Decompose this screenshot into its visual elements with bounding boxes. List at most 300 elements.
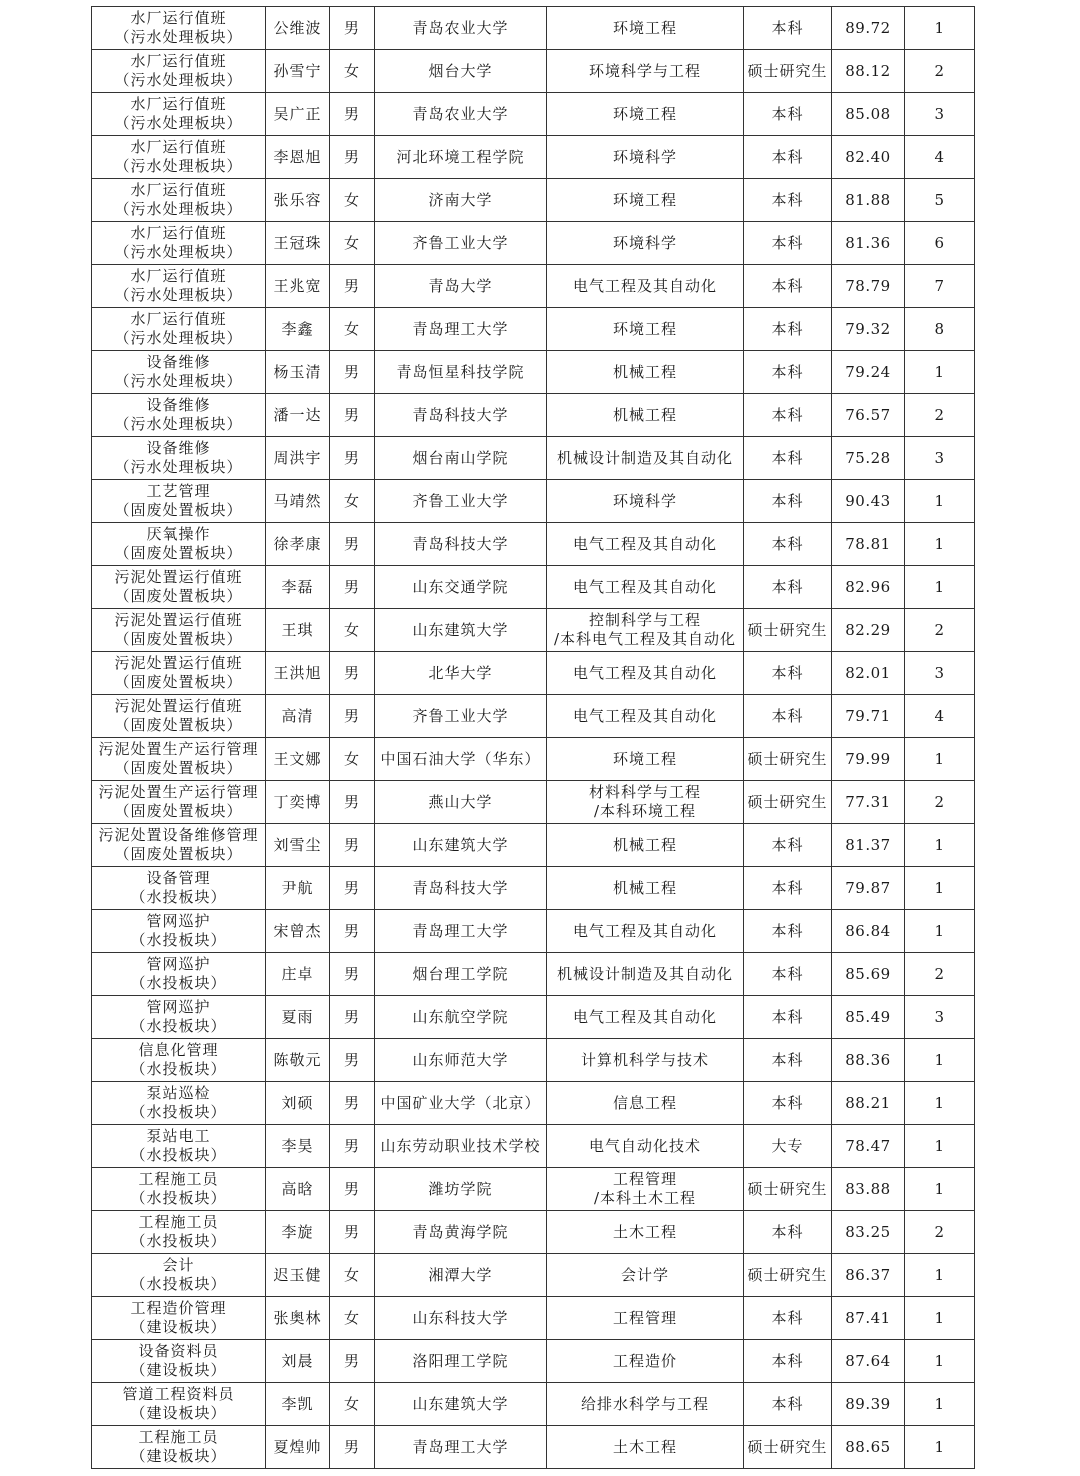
candidate-major: 给排水科学与工程 bbox=[580, 1394, 709, 1413]
candidate-rank: 3 bbox=[934, 663, 945, 682]
sex-cell bbox=[330, 566, 375, 609]
candidate-rank: 1 bbox=[934, 18, 945, 37]
position-cell bbox=[92, 1082, 266, 1125]
candidate-education: 本科 bbox=[771, 1093, 804, 1112]
candidate-score: 82.01 bbox=[845, 663, 891, 682]
name-cell bbox=[266, 1426, 330, 1469]
candidate-rank: 1 bbox=[934, 577, 945, 596]
sex-cell bbox=[330, 824, 375, 867]
candidate-score: 81.88 bbox=[845, 190, 891, 209]
name-cell bbox=[266, 394, 330, 437]
education-cell bbox=[744, 1254, 832, 1297]
candidate-school: 山东科技大学 bbox=[412, 1308, 509, 1327]
candidate-name: 李恩旭 bbox=[273, 147, 322, 166]
school-cell bbox=[375, 1125, 547, 1168]
education-cell bbox=[744, 50, 832, 93]
major-cell bbox=[547, 781, 744, 824]
position-sector: （建设板块） bbox=[130, 1318, 227, 1336]
candidate-name: 李凯 bbox=[281, 1394, 314, 1413]
school-cell bbox=[375, 7, 547, 50]
name-cell bbox=[266, 265, 330, 308]
candidate-score: 77.31 bbox=[845, 792, 891, 811]
candidate-education: 硕士研究生 bbox=[747, 749, 828, 768]
candidate-major: 材料科学与工程 bbox=[588, 783, 701, 801]
school-cell bbox=[375, 1383, 547, 1426]
position-cell bbox=[92, 1383, 266, 1426]
school-cell bbox=[375, 910, 547, 953]
position-cell bbox=[92, 1211, 266, 1254]
candidate-school: 青岛科技大学 bbox=[412, 405, 509, 424]
name-cell bbox=[266, 222, 330, 265]
rank-cell bbox=[905, 824, 975, 867]
sex-cell bbox=[330, 523, 375, 566]
candidate-major: 机械工程 bbox=[612, 362, 677, 381]
position-sector: （固废处置板块） bbox=[114, 759, 243, 777]
position-sector: （固废处置板块） bbox=[114, 845, 243, 863]
position-sector: （污水处理板块） bbox=[114, 157, 243, 175]
score-cell bbox=[832, 1383, 905, 1426]
candidate-major: 会计学 bbox=[620, 1265, 669, 1284]
candidate-rank: 1 bbox=[934, 921, 945, 940]
candidate-major: 环境工程 bbox=[612, 104, 677, 123]
table-row bbox=[92, 1254, 975, 1297]
name-cell bbox=[266, 738, 330, 781]
rank-cell bbox=[905, 1168, 975, 1211]
candidate-sex: 女 bbox=[343, 233, 360, 252]
candidate-name: 李昊 bbox=[281, 1136, 314, 1155]
major-cell bbox=[547, 351, 744, 394]
position-title: 设备维修 bbox=[146, 439, 211, 457]
position-sector: （污水处理板块） bbox=[114, 286, 243, 304]
position-title: 泵站巡检 bbox=[146, 1084, 211, 1102]
score-cell bbox=[832, 394, 905, 437]
candidate-education: 本科 bbox=[771, 577, 804, 596]
candidate-rank: 8 bbox=[934, 319, 945, 338]
score-cell bbox=[832, 7, 905, 50]
candidate-name: 马靖然 bbox=[273, 491, 322, 510]
position-sector: （固废处置板块） bbox=[114, 501, 243, 519]
candidate-major: 工程管理 bbox=[612, 1308, 677, 1327]
candidate-school: 烟台大学 bbox=[428, 61, 493, 80]
score-cell bbox=[832, 50, 905, 93]
rank-cell bbox=[905, 50, 975, 93]
education-cell bbox=[744, 1426, 832, 1469]
candidate-rank: 1 bbox=[934, 362, 945, 381]
candidate-name: 迟玉健 bbox=[273, 1265, 322, 1284]
position-cell bbox=[92, 136, 266, 179]
candidate-major: 电气自动化技术 bbox=[588, 1136, 701, 1155]
education-cell bbox=[744, 351, 832, 394]
rank-cell bbox=[905, 652, 975, 695]
position-title: 管网巡护 bbox=[146, 912, 211, 930]
candidate-education: 本科 bbox=[771, 448, 804, 467]
position-title: 污泥处置运行值班 bbox=[114, 697, 243, 715]
candidate-sex: 男 bbox=[343, 1136, 360, 1155]
candidate-education: 本科 bbox=[771, 878, 804, 897]
sex-cell bbox=[330, 136, 375, 179]
school-cell bbox=[375, 1039, 547, 1082]
position-title: 设备资料员 bbox=[138, 1342, 219, 1360]
score-cell bbox=[832, 1125, 905, 1168]
candidate-score: 88.12 bbox=[845, 61, 891, 80]
candidate-major: 环境科学与工程 bbox=[588, 61, 701, 80]
candidate-major: 环境工程 bbox=[612, 190, 677, 209]
candidate-education: 本科 bbox=[771, 534, 804, 553]
position-cell bbox=[92, 351, 266, 394]
education-cell bbox=[744, 652, 832, 695]
major-cell bbox=[547, 7, 744, 50]
candidate-education: 本科 bbox=[771, 1007, 804, 1026]
score-cell bbox=[832, 93, 905, 136]
candidate-sex: 男 bbox=[343, 534, 360, 553]
candidate-sex: 男 bbox=[343, 362, 360, 381]
rank-cell bbox=[905, 953, 975, 996]
table-row bbox=[92, 781, 975, 824]
candidate-major: 土木工程 bbox=[612, 1222, 677, 1241]
candidate-sex: 男 bbox=[343, 1093, 360, 1112]
education-cell bbox=[744, 996, 832, 1039]
candidate-rank: 1 bbox=[934, 835, 945, 854]
candidate-major: 电气工程及其自动化 bbox=[572, 663, 717, 682]
position-cell bbox=[92, 996, 266, 1039]
table-row bbox=[92, 996, 975, 1039]
major-cell bbox=[547, 566, 744, 609]
candidate-education: 本科 bbox=[771, 104, 804, 123]
position-title: 污泥处置运行值班 bbox=[114, 611, 243, 629]
candidate-major: 工程造价 bbox=[612, 1351, 677, 1370]
major-cell bbox=[547, 1168, 744, 1211]
school-cell bbox=[375, 1426, 547, 1469]
candidate-major: 电气工程及其自动化 bbox=[572, 577, 717, 596]
candidate-sex: 男 bbox=[343, 1050, 360, 1069]
score-cell bbox=[832, 1039, 905, 1082]
candidate-rank: 1 bbox=[934, 749, 945, 768]
name-cell bbox=[266, 652, 330, 695]
candidate-school: 燕山大学 bbox=[428, 792, 493, 811]
position-sector: （污水处理板块） bbox=[114, 372, 243, 390]
table-row bbox=[92, 523, 975, 566]
candidate-major: 环境工程 bbox=[612, 319, 677, 338]
position-sector: （污水处理板块） bbox=[114, 200, 243, 218]
candidate-education: 硕士研究生 bbox=[747, 1437, 828, 1456]
position-sector: （固废处置板块） bbox=[114, 716, 243, 734]
position-title: 水厂运行值班 bbox=[130, 95, 227, 113]
candidate-education: 本科 bbox=[771, 319, 804, 338]
candidate-school: 中国石油大学（华东） bbox=[380, 749, 541, 768]
candidate-school: 济南大学 bbox=[428, 190, 493, 209]
candidate-score: 78.79 bbox=[845, 276, 891, 295]
candidate-sex: 男 bbox=[343, 104, 360, 123]
candidate-education: 本科 bbox=[771, 921, 804, 940]
candidate-rank: 6 bbox=[934, 233, 945, 252]
candidate-name: 周洪宇 bbox=[273, 448, 322, 467]
candidate-name: 夏雨 bbox=[281, 1007, 314, 1026]
candidate-rank: 1 bbox=[934, 534, 945, 553]
education-cell bbox=[744, 437, 832, 480]
candidate-education: 本科 bbox=[771, 1308, 804, 1327]
rank-cell bbox=[905, 351, 975, 394]
candidate-education: 硕士研究生 bbox=[747, 61, 828, 80]
candidate-school: 青岛恒星科技学院 bbox=[396, 362, 525, 381]
name-cell bbox=[266, 609, 330, 652]
score-cell bbox=[832, 523, 905, 566]
candidate-education: 本科 bbox=[771, 147, 804, 166]
name-cell bbox=[266, 93, 330, 136]
candidate-rank: 1 bbox=[934, 1437, 945, 1456]
name-cell bbox=[266, 437, 330, 480]
school-cell bbox=[375, 1211, 547, 1254]
sex-cell bbox=[330, 781, 375, 824]
education-cell bbox=[744, 695, 832, 738]
sex-cell bbox=[330, 652, 375, 695]
major-cell bbox=[547, 50, 744, 93]
position-title: 水厂运行值班 bbox=[130, 9, 227, 27]
position-title: 泵站电工 bbox=[146, 1127, 211, 1145]
table-row bbox=[92, 480, 975, 523]
candidate-sex: 女 bbox=[343, 491, 360, 510]
candidate-education: 本科 bbox=[771, 1394, 804, 1413]
candidate-school: 河北环境工程学院 bbox=[396, 147, 525, 166]
education-cell bbox=[744, 308, 832, 351]
score-cell bbox=[832, 1297, 905, 1340]
candidate-school: 青岛黄海学院 bbox=[412, 1222, 509, 1241]
education-cell bbox=[744, 953, 832, 996]
rank-cell bbox=[905, 179, 975, 222]
candidate-major: 电气工程及其自动化 bbox=[572, 706, 717, 725]
candidate-score: 75.28 bbox=[845, 448, 891, 467]
candidate-school: 山东师范大学 bbox=[412, 1050, 509, 1069]
major-cell bbox=[547, 996, 744, 1039]
score-cell bbox=[832, 308, 905, 351]
school-cell bbox=[375, 1082, 547, 1125]
position-cell bbox=[92, 738, 266, 781]
education-cell bbox=[744, 480, 832, 523]
candidate-sex: 男 bbox=[343, 921, 360, 940]
candidate-score: 88.21 bbox=[845, 1093, 891, 1112]
candidate-name: 刘雪尘 bbox=[273, 835, 322, 854]
candidate-sex: 男 bbox=[343, 1007, 360, 1026]
candidate-school: 齐鲁工业大学 bbox=[412, 233, 509, 252]
candidate-school: 齐鲁工业大学 bbox=[412, 491, 509, 510]
score-cell bbox=[832, 695, 905, 738]
position-title: 厌氧操作 bbox=[146, 525, 211, 543]
position-sector: （水投板块） bbox=[130, 1060, 227, 1078]
candidate-score: 86.84 bbox=[845, 921, 891, 940]
candidate-education: 硕士研究生 bbox=[747, 620, 828, 639]
school-cell bbox=[375, 996, 547, 1039]
candidate-school: 青岛大学 bbox=[428, 276, 493, 295]
position-sector: （固废处置板块） bbox=[114, 544, 243, 562]
major-cell bbox=[547, 394, 744, 437]
school-cell bbox=[375, 652, 547, 695]
major-cell bbox=[547, 1039, 744, 1082]
candidate-major: 机械工程 bbox=[612, 405, 677, 424]
rank-cell bbox=[905, 1426, 975, 1469]
candidate-name: 高晗 bbox=[281, 1179, 314, 1198]
position-title: 设备维修 bbox=[146, 396, 211, 414]
position-cell bbox=[92, 50, 266, 93]
table-row bbox=[92, 222, 975, 265]
school-cell bbox=[375, 781, 547, 824]
score-cell bbox=[832, 867, 905, 910]
candidate-score: 79.99 bbox=[845, 749, 891, 768]
rank-cell bbox=[905, 523, 975, 566]
sex-cell bbox=[330, 609, 375, 652]
candidate-sex: 男 bbox=[343, 276, 360, 295]
candidate-education: 本科 bbox=[771, 276, 804, 295]
sex-cell bbox=[330, 1254, 375, 1297]
table-row bbox=[92, 1168, 975, 1211]
candidate-education: 本科 bbox=[771, 706, 804, 725]
candidate-name: 丁奕博 bbox=[273, 792, 322, 811]
position-cell bbox=[92, 609, 266, 652]
position-cell bbox=[92, 953, 266, 996]
position-title: 工程施工员 bbox=[138, 1213, 219, 1231]
rank-cell bbox=[905, 1211, 975, 1254]
candidate-major: 机械设计制造及其自动化 bbox=[556, 964, 733, 983]
candidate-sex: 男 bbox=[343, 577, 360, 596]
candidate-education: 硕士研究生 bbox=[747, 1265, 828, 1284]
position-sector: （固废处置板块） bbox=[114, 802, 243, 820]
candidate-rank: 3 bbox=[934, 1007, 945, 1026]
candidate-score: 82.96 bbox=[845, 577, 891, 596]
candidate-name: 李鑫 bbox=[281, 319, 314, 338]
candidate-major: 环境科学 bbox=[612, 491, 677, 510]
candidate-school: 青岛理工大学 bbox=[412, 319, 509, 338]
position-sector: （水投板块） bbox=[130, 931, 227, 949]
candidate-sex: 女 bbox=[343, 319, 360, 338]
candidate-sex: 男 bbox=[343, 147, 360, 166]
major-cell bbox=[547, 867, 744, 910]
education-cell bbox=[744, 1383, 832, 1426]
candidate-score: 88.65 bbox=[845, 1437, 891, 1456]
candidate-school: 北华大学 bbox=[428, 663, 493, 682]
score-cell bbox=[832, 652, 905, 695]
candidate-sex: 女 bbox=[343, 749, 360, 768]
education-cell bbox=[744, 1168, 832, 1211]
candidate-rank: 5 bbox=[934, 190, 945, 209]
candidate-school: 山东建筑大学 bbox=[412, 1394, 509, 1413]
candidate-school: 青岛理工大学 bbox=[412, 921, 509, 940]
candidate-score: 89.72 bbox=[845, 18, 891, 37]
position-title: 水厂运行值班 bbox=[130, 310, 227, 328]
major-cell bbox=[547, 953, 744, 996]
sex-cell bbox=[330, 1340, 375, 1383]
table-row bbox=[92, 1125, 975, 1168]
candidate-name: 杨玉清 bbox=[273, 362, 322, 381]
score-cell bbox=[832, 609, 905, 652]
position-sector: （污水处理板块） bbox=[114, 114, 243, 132]
position-cell bbox=[92, 265, 266, 308]
rank-cell bbox=[905, 480, 975, 523]
position-cell bbox=[92, 781, 266, 824]
education-cell bbox=[744, 394, 832, 437]
candidate-rank: 1 bbox=[934, 1308, 945, 1327]
education-cell bbox=[744, 179, 832, 222]
candidate-education: 本科 bbox=[771, 1050, 804, 1069]
candidate-score: 87.41 bbox=[845, 1308, 891, 1327]
school-cell bbox=[375, 480, 547, 523]
position-cell bbox=[92, 437, 266, 480]
candidate-sex: 男 bbox=[343, 1351, 360, 1370]
sex-cell bbox=[330, 953, 375, 996]
table-row bbox=[92, 1383, 975, 1426]
school-cell bbox=[375, 351, 547, 394]
candidate-rank: 1 bbox=[934, 1351, 945, 1370]
candidate-major: 电气工程及其自动化 bbox=[572, 534, 717, 553]
position-cell bbox=[92, 910, 266, 953]
name-cell bbox=[266, 781, 330, 824]
table-row bbox=[92, 394, 975, 437]
school-cell bbox=[375, 1297, 547, 1340]
position-cell bbox=[92, 1297, 266, 1340]
position-sector: （水投板块） bbox=[130, 1103, 227, 1121]
position-title: 设备管理 bbox=[146, 869, 211, 887]
score-cell bbox=[832, 1340, 905, 1383]
table-row bbox=[92, 867, 975, 910]
table-row bbox=[92, 1211, 975, 1254]
rank-cell bbox=[905, 781, 975, 824]
sex-cell bbox=[330, 738, 375, 781]
position-cell bbox=[92, 1039, 266, 1082]
position-title: 水厂运行值班 bbox=[130, 181, 227, 199]
candidate-education: 本科 bbox=[771, 362, 804, 381]
major-cell bbox=[547, 652, 744, 695]
candidate-score: 78.47 bbox=[845, 1136, 891, 1155]
school-cell bbox=[375, 1340, 547, 1383]
major-cell bbox=[547, 1211, 744, 1254]
score-cell bbox=[832, 781, 905, 824]
candidate-major-undergrad: /本科环境工程 bbox=[593, 802, 697, 820]
position-sector: （建设板块） bbox=[130, 1447, 227, 1465]
rank-cell bbox=[905, 308, 975, 351]
sex-cell bbox=[330, 179, 375, 222]
rank-cell bbox=[905, 1039, 975, 1082]
position-title: 污泥处置生产运行管理 bbox=[98, 740, 259, 758]
position-cell bbox=[92, 1254, 266, 1297]
name-cell bbox=[266, 1297, 330, 1340]
position-cell bbox=[92, 1340, 266, 1383]
score-cell bbox=[832, 1211, 905, 1254]
candidate-rank: 2 bbox=[934, 405, 945, 424]
position-title: 管网巡护 bbox=[146, 998, 211, 1016]
sex-cell bbox=[330, 996, 375, 1039]
candidate-name: 孙雪宁 bbox=[273, 61, 322, 80]
name-cell bbox=[266, 1168, 330, 1211]
table-row bbox=[92, 566, 975, 609]
name-cell bbox=[266, 1254, 330, 1297]
score-cell bbox=[832, 265, 905, 308]
name-cell bbox=[266, 1340, 330, 1383]
candidate-major: 计算机科学与技术 bbox=[580, 1050, 709, 1069]
candidate-sex: 女 bbox=[343, 61, 360, 80]
candidate-score: 89.39 bbox=[845, 1394, 891, 1413]
school-cell bbox=[375, 50, 547, 93]
rank-cell bbox=[905, 7, 975, 50]
candidate-major: 环境工程 bbox=[612, 749, 677, 768]
sex-cell bbox=[330, 910, 375, 953]
candidate-sex: 男 bbox=[343, 1179, 360, 1198]
candidate-education: 本科 bbox=[771, 964, 804, 983]
candidate-name: 陈敬元 bbox=[273, 1050, 322, 1069]
major-cell bbox=[547, 1254, 744, 1297]
name-cell bbox=[266, 523, 330, 566]
name-cell bbox=[266, 695, 330, 738]
school-cell bbox=[375, 1254, 547, 1297]
sex-cell bbox=[330, 1211, 375, 1254]
candidate-rank: 4 bbox=[934, 706, 945, 725]
major-cell bbox=[547, 695, 744, 738]
